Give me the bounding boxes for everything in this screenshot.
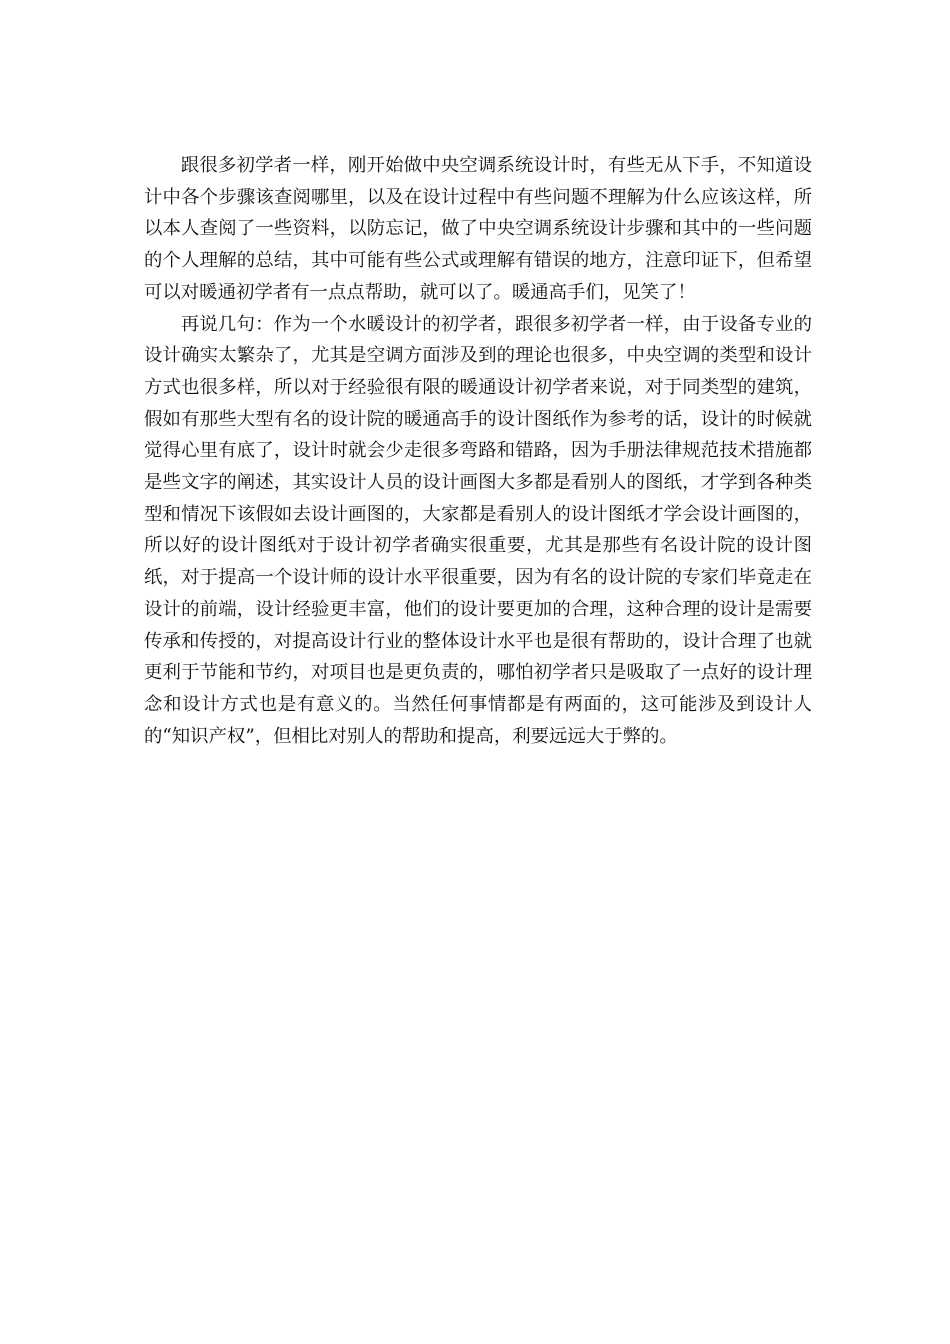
paragraph-intro: 跟很多初学者一样，刚开始做中央空调系统设计时，有些无从下手，不知道设计中各个步骤该查阅哪里，以及在设计过程中有些问题不理解为什么应该这样，所以本人查阅了一些资料，以防忘记，做了中央空调系统设计步骤和其中的一些问题的个人理解的总结，其中可能有些公式或理解有错误的地方，注意印证下，但希望可以对暖通初学者有一点点帮助，就可以了。暖通高手们，见笑了！ bbox=[144, 155, 812, 303]
document-body bbox=[144, 150, 812, 752]
paragraph-remarks: 再说几句：作为一个水暖设计的初学者，跟很多初学者一样，由于设备专业的设计确实太繁杂了，尤其是空调方面涉及到的理论也很多，中央空调的类型和设计方式也很多样，所以对于经验很有限的暖通设计初学者来说，对于同类型的建筑，假如有那些大型有名的设计院的暖通高手的设计图纸作为参考的话，设计的时候就觉得心里有底了，设计时就会少走很多弯路和错路，因为手册法律规范技术措施都是些文字的阐述，其实设计人员的设计画图大多都是看别人的图纸，才学到各种类型和情况下该假如去设计画图的，大家都是看别人的设计图纸才学会设计画图的，所以好的设计图纸对于设计初学者确实很重要，尤其是那些有名设计院的设计图纸，对于提高一个设计师的设计水平很重要，因为有名的设计院的专家们毕竟走在设计的前端，设计经验更丰富，他们的设计要更加的合理，这种合理的设计是需要传承和传授的，对提高设计行业的整体设计水平也是很有帮助的，设计合理了也就更利于节能和节约，对项目也是更负责的，哪怕初学者只是吸取了一点好的设计理念和设计方式也是有意义的。当然任何事情都是有两面的，这可能涉及到设计人的“知识产权”，但相比对别人的帮助和提高，利要远远大于弊的。 bbox=[144, 313, 812, 747]
